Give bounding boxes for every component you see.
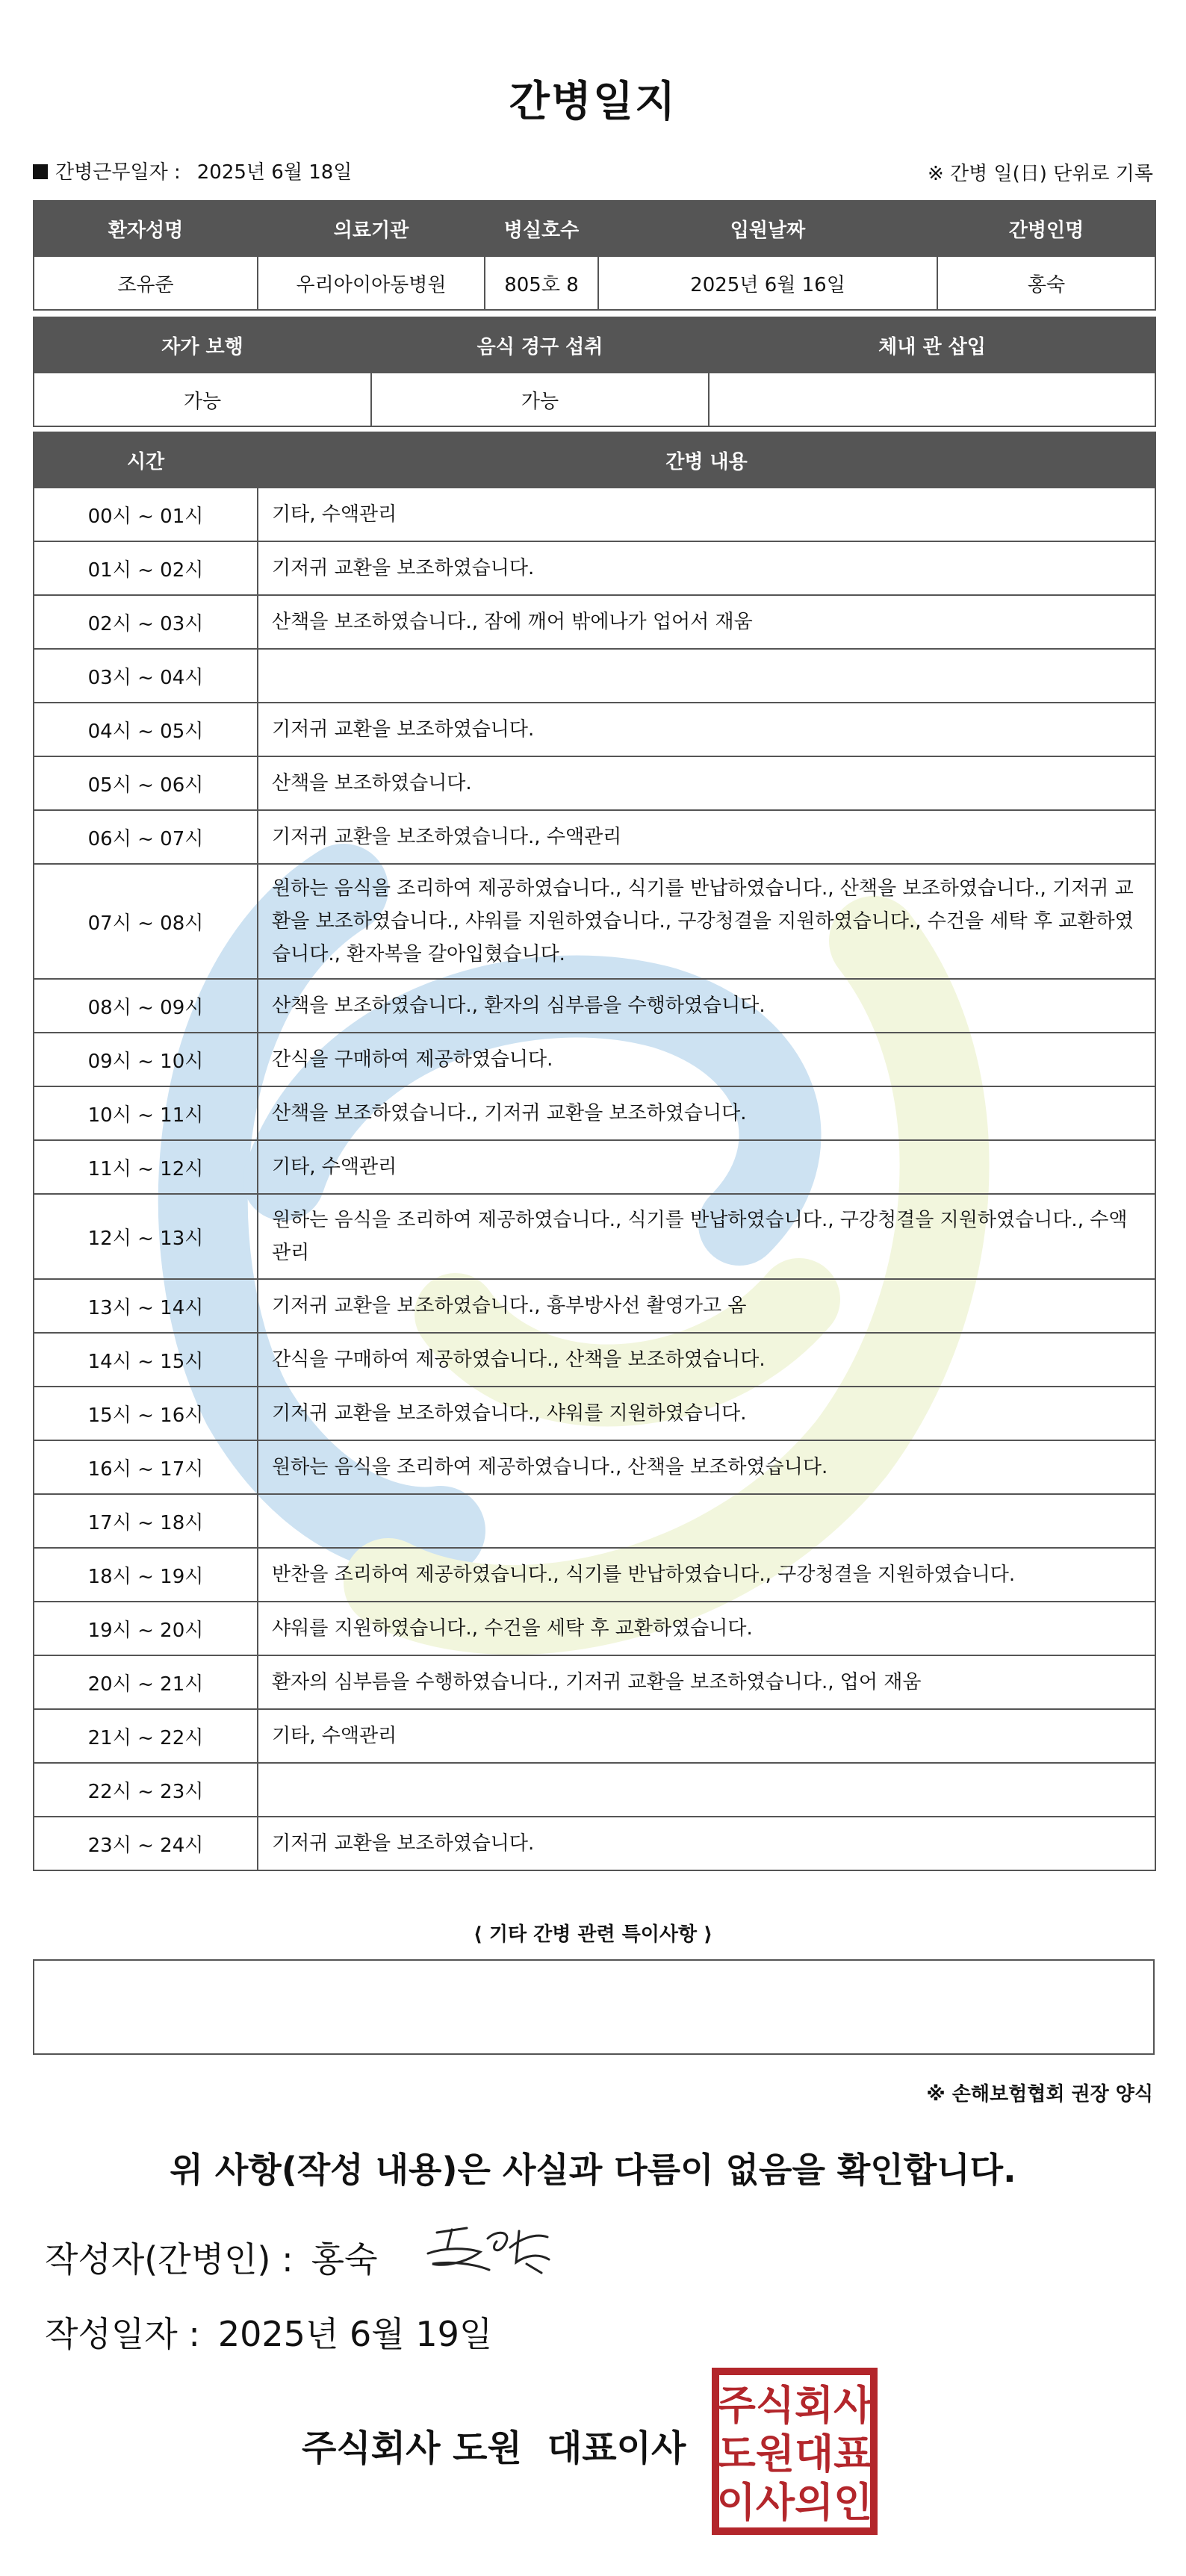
row-content: 산책을 보조하였습니다., 기저귀 교환을 보조하였습니다. — [258, 1086, 1155, 1140]
row-content: 기저귀 교환을 보조하였습니다. — [258, 541, 1155, 595]
header-time: 시간 — [34, 432, 258, 488]
row-time: 14시 ~ 15시 — [34, 1333, 258, 1387]
row-content: 기타, 수액관리 — [258, 1140, 1155, 1194]
row-content — [258, 1763, 1155, 1817]
notes-title: ⟨ 기타 간병 관련 특이사항 ⟩ — [473, 1923, 713, 1946]
company-seal-stamp — [711, 2367, 878, 2536]
work-date — [33, 157, 352, 184]
company-role: 대표이사 — [547, 2427, 686, 2469]
row-content: 간식을 구매하여 제공하였습니다. — [258, 1033, 1155, 1086]
recommend-note: ※ 손해보험협회 권장 양식 — [926, 2083, 1153, 2106]
table-row — [34, 979, 1155, 1033]
table-row — [34, 1602, 1155, 1655]
row-content: 간식을 구매하여 제공하였습니다., 산책을 보조하였습니다. — [258, 1333, 1155, 1387]
table-row — [34, 1333, 1155, 1387]
table-row — [34, 1763, 1155, 1817]
table-row — [34, 756, 1155, 810]
header-walking: 자가 보행 — [34, 317, 371, 373]
table-row — [34, 1709, 1155, 1763]
row-content: 샤워를 지원하였습니다., 수건을 세탁 후 교환하였습니다. — [258, 1602, 1155, 1655]
header-care-content: 간병 내용 — [258, 432, 1155, 488]
row-time: 07시 ~ 08시 — [34, 864, 258, 979]
table-row — [34, 1086, 1155, 1140]
square-bullet-icon — [33, 164, 48, 179]
table-row — [34, 1548, 1155, 1602]
tube-value — [709, 373, 1155, 426]
table-row — [34, 1655, 1155, 1709]
table-row — [34, 810, 1155, 864]
header-tube: 체내 관 삽입 — [709, 317, 1155, 373]
row-content: 원하는 음식을 조리하여 제공하였습니다., 식기를 반납하였습니다., 구강청결을 지원하였습니다., 수액관리 — [258, 1194, 1155, 1279]
table-row — [34, 864, 1155, 979]
row-content — [258, 1494, 1155, 1548]
table-row — [34, 488, 1155, 541]
row-content: 환자의 심부름을 수행하였습니다., 기저귀 교환을 보조하였습니다., 업어 재움 — [258, 1655, 1155, 1709]
table-row — [34, 1494, 1155, 1548]
care-log-table — [33, 432, 1156, 1871]
seal-line-1: 주식회사 — [716, 2382, 873, 2429]
row-time: 00시 ~ 01시 — [34, 488, 258, 541]
table-row — [34, 1033, 1155, 1086]
row-content: 산책을 보조하였습니다., 잠에 깨어 밖에나가 업어서 재움 — [258, 595, 1155, 649]
author-name: 홍숙 — [311, 2239, 378, 2280]
table-row — [34, 703, 1155, 756]
table-row — [34, 1140, 1155, 1194]
oral-intake-value: 가능 — [371, 373, 709, 426]
row-time: 02시 ~ 03시 — [34, 595, 258, 649]
row-content: 산책을 보조하였습니다., 환자의 심부름을 수행하였습니다. — [258, 979, 1155, 1033]
write-date-label: 작성일자 : — [45, 2314, 200, 2354]
row-content: 기저귀 교환을 보조하였습니다. — [258, 1817, 1155, 1870]
row-time: 22시 ~ 23시 — [34, 1763, 258, 1817]
row-time: 17시 ~ 18시 — [34, 1494, 258, 1548]
admission-date: 2025년 6월 16일 — [598, 256, 937, 310]
write-date-line — [45, 2307, 492, 2356]
row-time: 19시 ~ 20시 — [34, 1602, 258, 1655]
author-label: 작성자(간병인) : — [45, 2239, 294, 2280]
table-row — [34, 1440, 1155, 1494]
table-row — [34, 1387, 1155, 1440]
row-content — [258, 649, 1155, 703]
work-date-label: 간병근무일자 : — [55, 161, 181, 184]
row-content: 기저귀 교환을 보조하였습니다., 샤워를 지원하였습니다. — [258, 1387, 1155, 1440]
room-number: 805호 8 — [485, 256, 598, 310]
header-hospital: 의료기관 — [258, 201, 485, 256]
write-date-value: 2025년 6월 19일 — [217, 2314, 493, 2354]
row-content: 기타, 수액관리 — [258, 1709, 1155, 1763]
company-name: 주식회사 도원 — [302, 2427, 522, 2469]
row-content: 기저귀 교환을 보조하였습니다. — [258, 703, 1155, 756]
row-time: 20시 ~ 21시 — [34, 1655, 258, 1709]
company-line — [302, 2419, 686, 2471]
seal-line-2: 도원대표 — [716, 2430, 873, 2477]
row-content: 반찬을 조리하여 제공하였습니다., 식기를 반납하였습니다., 구강청결을 지원하였습니다. — [258, 1548, 1155, 1602]
row-content: 기타, 수액관리 — [258, 488, 1155, 541]
confirmation-statement: 위 사항(작성 내용)은 사실과 다름이 없음을 확인합니다. — [170, 2150, 1016, 2190]
row-time: 04시 ~ 05시 — [34, 703, 258, 756]
row-time: 11시 ~ 12시 — [34, 1140, 258, 1194]
author-line — [45, 2233, 378, 2282]
table-row — [34, 1279, 1155, 1333]
patient-info-table — [33, 200, 1156, 311]
table-row — [34, 1817, 1155, 1870]
header-caregiver: 간병인명 — [937, 201, 1155, 256]
row-time: 09시 ~ 10시 — [34, 1033, 258, 1086]
signature — [422, 2218, 556, 2285]
row-content: 기저귀 교환을 보조하였습니다., 흉부방사선 촬영가고 옴 — [258, 1279, 1155, 1333]
row-content: 기저귀 교환을 보조하였습니다., 수액관리 — [258, 810, 1155, 864]
row-time: 08시 ~ 09시 — [34, 979, 258, 1033]
table-row — [34, 541, 1155, 595]
page-title: 간병일지 — [509, 78, 677, 126]
row-time: 15시 ~ 16시 — [34, 1387, 258, 1440]
row-time: 12시 ~ 13시 — [34, 1194, 258, 1279]
caregiver-name: 홍숙 — [937, 256, 1155, 310]
row-time: 05시 ~ 06시 — [34, 756, 258, 810]
row-time: 21시 ~ 22시 — [34, 1709, 258, 1763]
table-row — [34, 595, 1155, 649]
row-time: 16시 ~ 17시 — [34, 1440, 258, 1494]
header-patient-name: 환자성명 — [34, 201, 258, 256]
patient-status-table — [33, 317, 1156, 427]
seal-line-3: 이사의인 — [716, 2479, 873, 2526]
unit-note: ※ 간병 일(日) 단위로 기록 — [927, 163, 1153, 185]
header-room: 병실호수 — [485, 201, 598, 256]
row-time: 01시 ~ 02시 — [34, 541, 258, 595]
row-time: 06시 ~ 07시 — [34, 810, 258, 864]
row-time: 13시 ~ 14시 — [34, 1279, 258, 1333]
notes-box — [33, 1959, 1155, 2055]
patient-name: 조유준 — [34, 256, 258, 310]
table-row — [34, 649, 1155, 703]
row-time: 18시 ~ 19시 — [34, 1548, 258, 1602]
row-time: 10시 ~ 11시 — [34, 1086, 258, 1140]
header-oral-intake: 음식 경구 섭취 — [371, 317, 709, 373]
table-row — [34, 1194, 1155, 1279]
row-content: 산책을 보조하였습니다. — [258, 756, 1155, 810]
row-content: 원하는 음식을 조리하여 제공하였습니다., 식기를 반납하였습니다., 산책을 보조하였습니다., 기저귀 교환을 보조하였습니다., 샤워를 지원하였습니다., 구강청결을 지원하였습니다., 수건을 세탁 후 교환하였습니다., 환자복을 갈아입혔습니다. — [258, 864, 1155, 979]
work-date-value: 2025년 6월 18일 — [196, 161, 353, 184]
row-content: 원하는 음식을 조리하여 제공하였습니다., 산책을 보조하였습니다. — [258, 1440, 1155, 1494]
header-admission-date: 입원날짜 — [598, 201, 937, 256]
walking-value: 가능 — [34, 373, 371, 426]
row-time: 23시 ~ 24시 — [34, 1817, 258, 1870]
hospital: 우리아이아동병원 — [258, 256, 485, 310]
row-time: 03시 ~ 04시 — [34, 649, 258, 703]
